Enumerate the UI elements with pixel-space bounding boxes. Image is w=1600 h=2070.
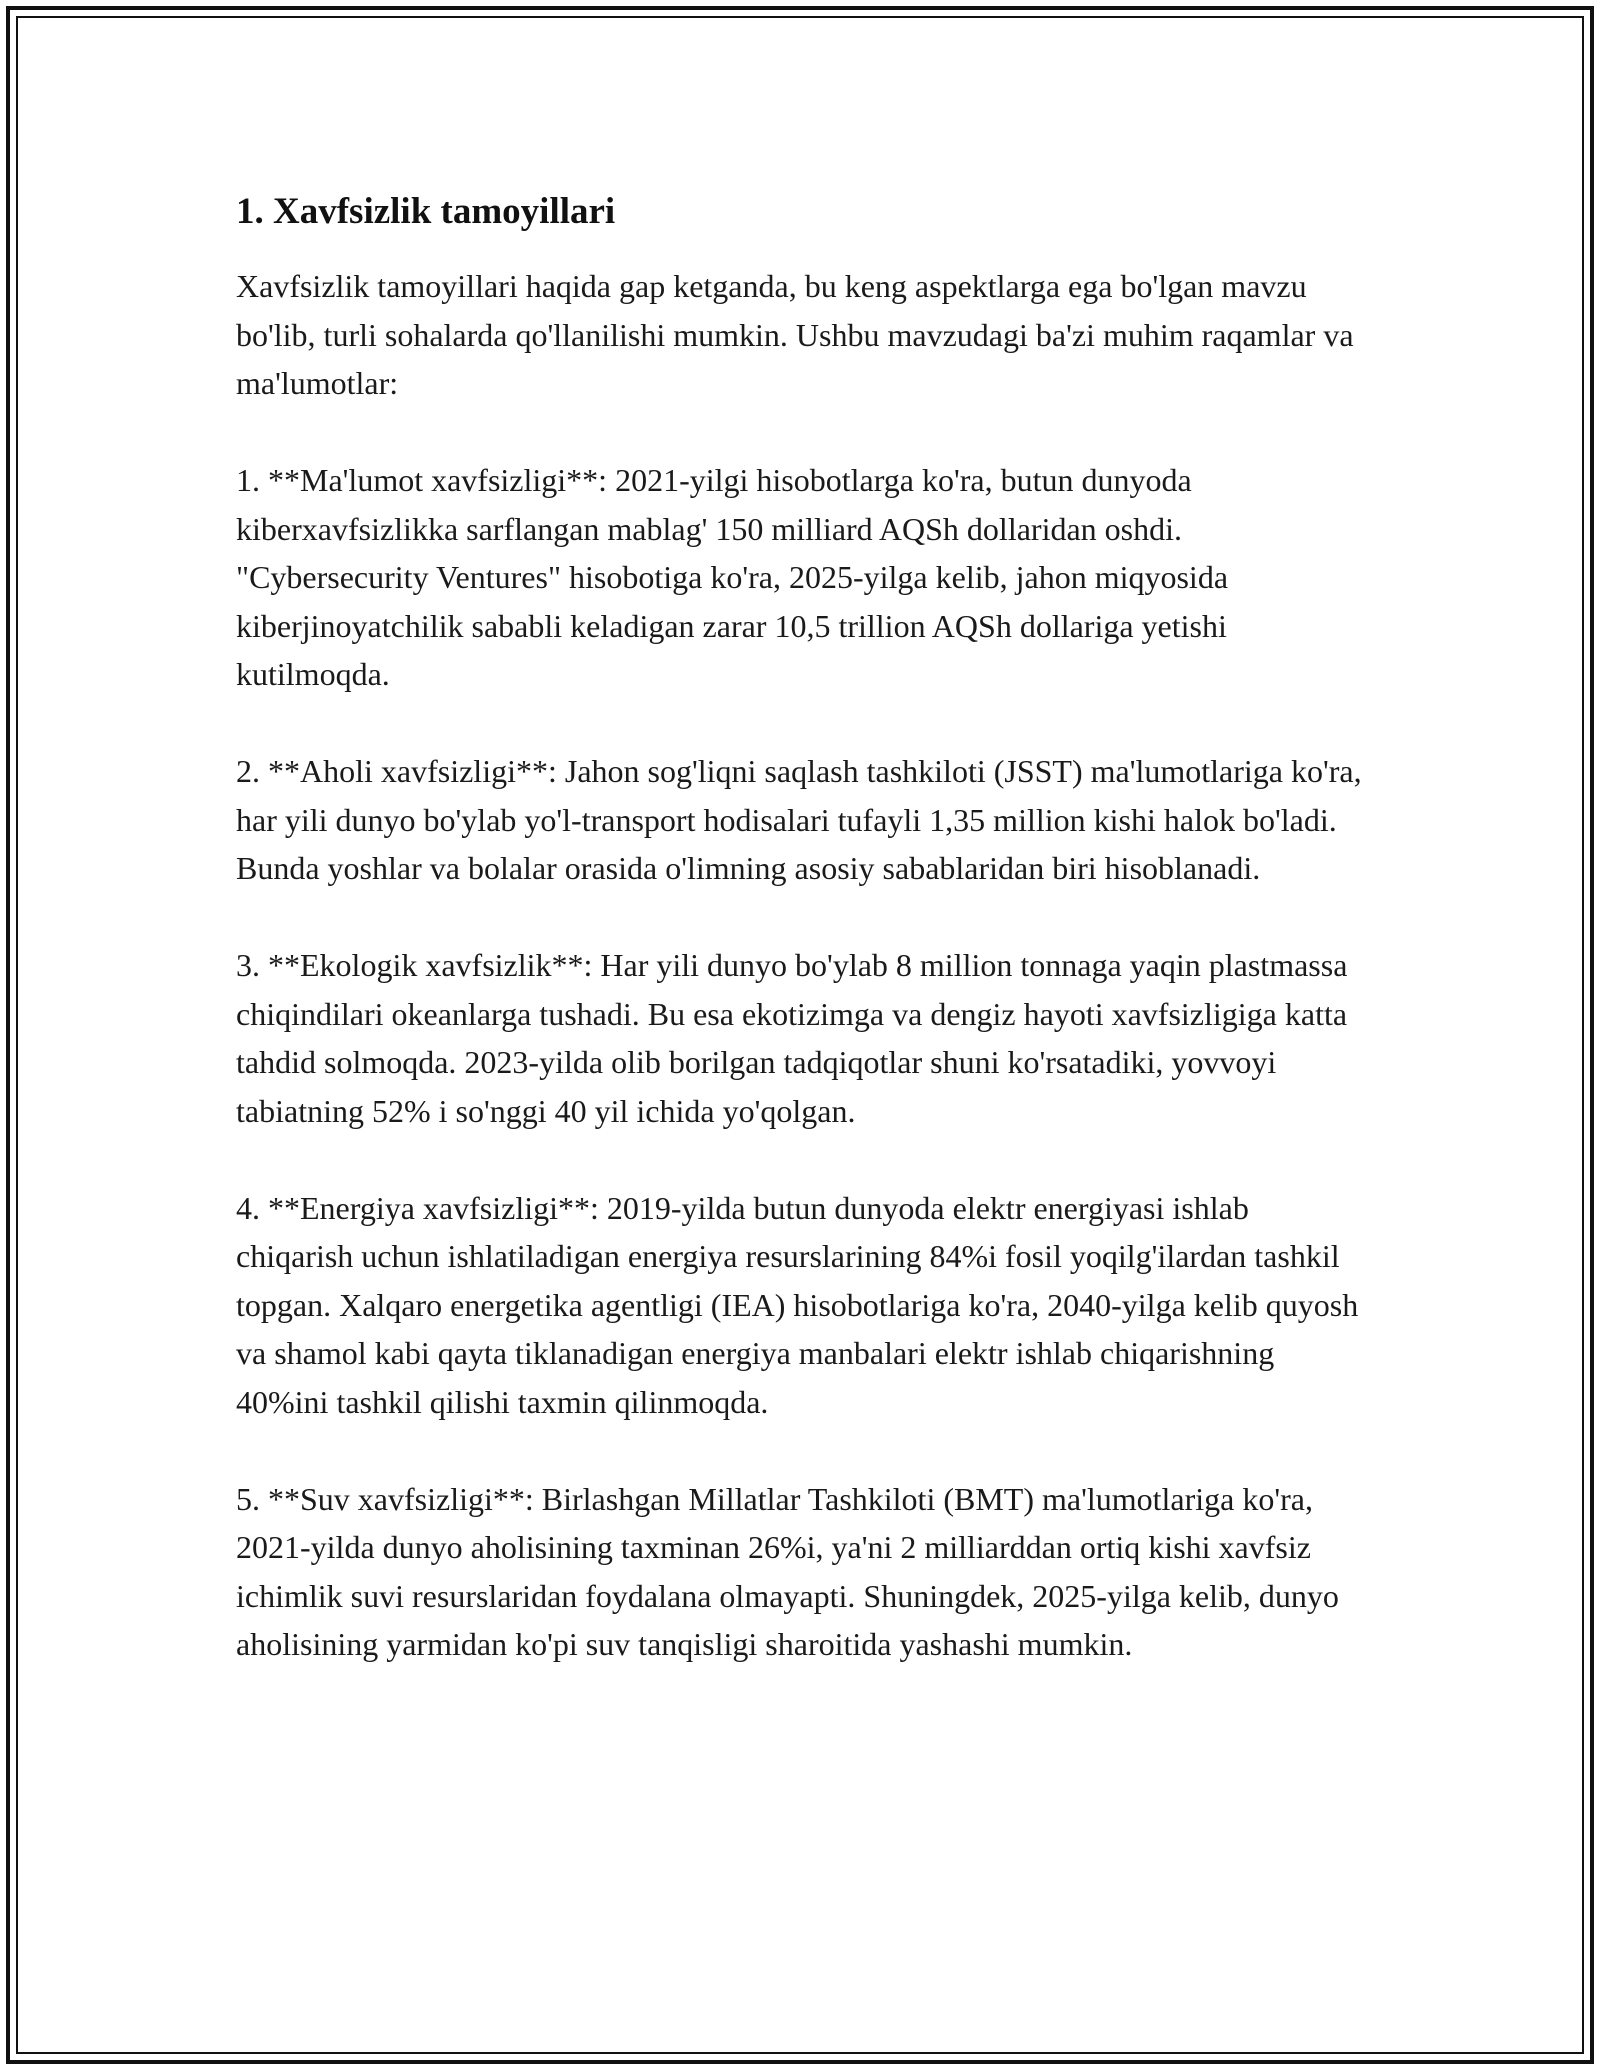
- intro-paragraph: Xavfsizlik tamoyillari haqida gap ketganda, bu keng aspektlarga ega bo'lgan mavzu bo'lib, turli sohalarda qo'llanilishi mumkin. Ushbu mavzudagi ba'zi muhim raqamlar va ma'lumotlar:: [236, 268, 1354, 401]
- item-data-security: 1. **Ma'lumot xavfsizligi**: 2021-yilgi hisobotlarga ko'ra, butun dunyoda kiberxavfsizlikka sarflangan mablag' 150 milliard AQSh dollaridan oshdi. "Cybersecurity Ventures" hisobotiga ko'ra, 2025-yilga kelib, jahon miqyosida kiberjinoyatchilik sababli keladigan zarar 10,5 trillion AQSh dollariga yetishi kutilmoqda.: [236, 462, 1229, 692]
- item-water-security: 5. **Suv xavfsizligi**: Birlashgan Millatlar Tashkiloti (BMT) ma'lumotlariga ko'ra, 2021-yilda dunyo aholisining taxminan 26%i, ya'ni 2 milliarddan ortiq kishi xavfsiz ichimlik suvi resurslaridan foydalana olmayapti. Shuningdek, 2025-yilga kelib, dunyo aholisining yarmidan ko'pi suv tanqisligi sharoitida yashashi mumkin.: [236, 1480, 1339, 1662]
- section-heading: 1. Xavfsizlik tamoyillari: [236, 191, 616, 232]
- item-population-safety: 2. **Aholi xavfsizligi**: Jahon sog'liqni saqlash tashkiloti (JSST) ma'lumotlariga ko'ra, har yili dunyo bo'ylab yo'l-transport hodisalari tufayli 1,35 million kishi halok bo'ladi. Bunda yoshlar va bolalar orasida o'limning asosiy sabablaridan biri hisoblanadi.: [236, 753, 1362, 886]
- document-body: [236, 188, 1366, 1717]
- item-ecological-safety: 3. **Ekologik xavfsizlik**: Har yili dunyo bo'ylab 8 million tonnaga yaqin plastmassa chiqindilari okeanlarga tushadi. Bu esa ekotizimga va dengiz hayoti xavfsizligiga katta tahdid solmoqda. 2023-yilda olib borilgan tadqiqotlar shuni ko'rsatadiki, yovvoyi tabiatning 52% i so'nggi 40 yil ichida yo'qolgan.: [236, 947, 1348, 1129]
- item-energy-security: 4. **Energiya xavfsizligi**: 2019-yilda butun dunyoda elektr energiyasi ishlab chiqarish uchun ishlatiladigan energiya resurslarining 84%i fosil yoqilg'ilardan tashkil topgan. Xalqaro energetika agentligi (IEA) hisobotlariga ko'ra, 2040-yilga kelib quyosh va shamol kabi qayta tiklanadigan energiya manbalari elektr ishlab chiqarishning 40%ini tashkil qilishi taxmin qilinmoqda.: [236, 1189, 1359, 1420]
